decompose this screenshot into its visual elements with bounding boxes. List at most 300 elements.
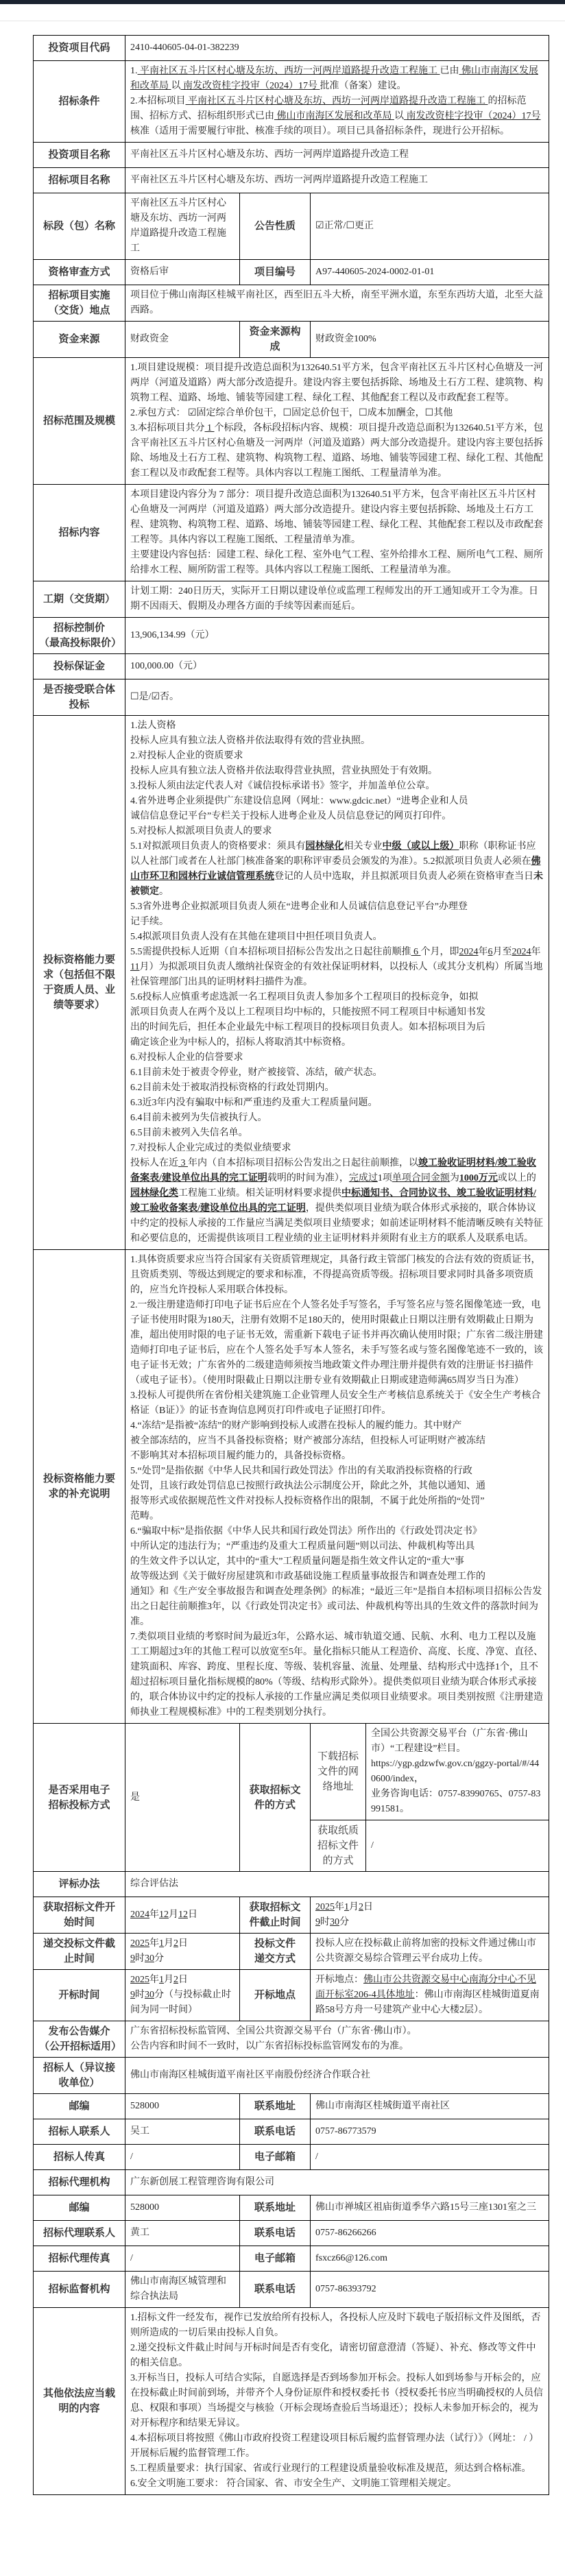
text-run: 6.1目前未处于被责令停业，财产被接管、冻结，破产状态。 [130, 1068, 383, 1078]
doc-obtain-start-value [125, 1897, 240, 1934]
text-paragraph [130, 734, 544, 749]
text-run: 全国公共资源交易平台（广东省·佛山市）“工程建设”栏目。 [371, 1729, 528, 1754]
submission-deadline-value [125, 1934, 240, 1970]
tenderer-postcode-label: 邮编 [34, 2094, 125, 2119]
text-paragraph [130, 794, 544, 809]
text-paragraph [130, 2371, 544, 2431]
text-run: 被全部冻结的，应当不具备投标资格；财产被部分冻结，但投标人可证明财产被冻结 [130, 1436, 485, 1446]
row-agency [34, 2170, 549, 2195]
text-run: 年 [478, 947, 488, 957]
tenderer-value: 佛山市南海区桂城街道平南社区平南股份经济合作联合社 [125, 2058, 549, 2094]
text-paragraph [130, 1066, 544, 1081]
notice-type-label: 公告性质 [240, 193, 311, 260]
doc-obtain-deadline-label: 获取招标文件截止时间 [240, 1897, 311, 1934]
text-run: 5.工程质量要求：执行国家、省或行业现行的工程建设质量验收标准及规范，须达到合格标准。 [130, 2464, 531, 2474]
text-run: 月 [169, 1910, 178, 1920]
obtain-method-label: 获取招标文件的方式 [240, 1724, 311, 1872]
text-run: 诚信信息登记平台”专栏关于投标人进粤企业及人员信息登记的网页打印件。 [130, 811, 452, 821]
text-paragraph [130, 2431, 544, 2461]
text-run: 7.对投标人企业完成过的类似业绩要求 [130, 1143, 291, 1153]
text-run: 1.具体资质要求应当符合国家有关资质管理规定，具备行政主管部门核发的合法有效的资质证书，且资质类别、等级达到规定的要求和标准，不得提高资质等级。招标项目要求同时具备多项资质的，应当允许投标人采用联合体投标。 [130, 1255, 541, 1295]
emphasized-text: 1 [159, 1975, 164, 1985]
text-run: 年 [335, 1902, 344, 1912]
text-run: 3.本招标项目共分 [130, 423, 205, 433]
bid-bond-label: 投标保证金 [34, 654, 125, 679]
emphasized-text: 2 [173, 1975, 178, 1985]
text-run: ：佛山市南海区桂城街道夏南路58号方舟一号建筑产业中心大楼2层）。 [315, 1990, 540, 2015]
row-supervisor [34, 2272, 549, 2308]
row-location [34, 285, 549, 322]
text-run: 5.3省外进粤企业拟派项目负责人须在“进粤企业和人员诚信信息登记平台”办理登 [130, 902, 468, 912]
emphasized-text: 12 [178, 1910, 188, 1920]
text-paragraph [130, 930, 544, 945]
tenderer-label: 招标人（异议接收单位） [34, 2058, 125, 2094]
row-submission [34, 1934, 549, 1970]
text-run: 中所认定的违法行为；“严重违约及重大工程质量问题”则以司法、仲裁机构等出具 [130, 1541, 475, 1552]
duration-value: 计划工期：240日历天，实际开工日期以建设单位或监理工程师发出的开工通知或开工令为准。日期不因雨天、假期及办理各方面的手续等因素而延后。 [125, 581, 549, 618]
emphasized-text: 平南社区五斗片区村心塘及东坊、西坊一河两岸道路提升改造工程施工 [137, 66, 440, 76]
text-paragraph [130, 1988, 235, 2018]
text-run: 时 [135, 1990, 145, 2000]
emphasized-text: 30 [330, 1917, 339, 1927]
row-tenderer-postcode [34, 2094, 549, 2119]
emphasized-text: 2025 [130, 1938, 149, 1949]
text-run: 5.对投标人拟派项目负责人的要求 [130, 826, 272, 836]
funding-source-value: 财政资金 [125, 322, 240, 358]
row-duration [34, 581, 549, 618]
row-tenderer [34, 2058, 549, 2094]
text-run: 年 [531, 947, 541, 957]
agency-fax-value: / [125, 2246, 240, 2272]
agency-email-value: fsxcz66@126.com [311, 2246, 549, 2272]
emphasized-text: 园林绿化 [305, 841, 344, 852]
tender-conditions-label: 招标条件 [34, 61, 125, 143]
emphasized-text: 南发改资桂字投审（2024）17号 [180, 81, 320, 91]
text-paragraph [130, 824, 544, 839]
text-run: 4.省外进粤企业须提供广东建设信息网（网址：www.gdcic.net）“进粤企业和人员 [130, 796, 468, 806]
text-paragraph [315, 1973, 544, 2018]
text-run: 投标人应具有独立法人资格并依法取得有效的营业执照。 [130, 736, 370, 746]
text-run: 2.递交投标文件截止时间与开标时间是否有变化，请密切留意澄清（答疑）、补充、修改等文件中的相关信息。 [130, 2343, 536, 2368]
text-run: 投标人在近 [130, 1158, 178, 1168]
row-bid-bond [34, 654, 549, 679]
text-paragraph [315, 1900, 544, 1915]
text-run: 开标地点： [315, 1975, 363, 1985]
text-run: 1项 [377, 1173, 392, 1183]
text-paragraph [130, 749, 544, 764]
text-run: 5.“处罚”是指依据《中华人民共和国行政处罚法》作出的有关取消投标资格的行政 [130, 1466, 472, 1476]
emphasized-text: 2024 [130, 1910, 149, 1920]
text-run: 分 [154, 1953, 164, 1964]
duration-label: 工期（交货期） [34, 581, 125, 618]
text-run: 不影响其对本招标项目履约能力的，具备投标资格。 [130, 1451, 351, 1461]
text-run: 。 [159, 887, 169, 897]
investment-project-name-value: 平南社区五斗片区村心塘及东坊、西坊一河两岸道路提升改造工程 [125, 143, 549, 168]
text-run: 2.本招标项目 [130, 96, 186, 106]
text-run: 6.5目前未被列入失信名单。 [130, 1128, 248, 1138]
text-run: 年 [149, 1910, 159, 1920]
doc-obtain-start-label: 获取招标文件开始时间 [34, 1897, 125, 1934]
text-run: 分（与投标截止时间为同一时间） [130, 1990, 231, 2015]
text-run: 日 [363, 1902, 373, 1912]
text-run: 6.2目前未处于被取消投标资格的行政处罚期内。 [130, 1083, 335, 1093]
row-agency-contact [34, 2221, 549, 2246]
text-paragraph [130, 1464, 544, 1479]
text-paragraph [130, 64, 544, 94]
text-run: 个月，即 [420, 947, 459, 957]
text-run: 职称（职称证书应以人社部门或者在人社部门核准备案的职称评审委员会颁发的为准）。5.2拟派项目负责人必须在 [130, 841, 536, 867]
text-run: 年内（自本招标项目招标公告发出之日起往前顺推，以 [188, 1158, 418, 1168]
text-paragraph [130, 421, 544, 481]
text-run: 月 [349, 1902, 359, 1912]
text-run: 2.承包方式： ☑固定综合单价包干，☐固定总价包干，☐成本加酬金，☐其他 [130, 408, 453, 418]
other-content-value [125, 2308, 549, 2495]
text-run: 处罚，且该行政处罚信息已按照行政执法公示制度公开，除此之外，其他以通知、通 [130, 1481, 485, 1491]
tenderer-phone-value: 0757-86773579 [311, 2119, 549, 2145]
text-run: 广东省招标投标监管网、全国公共资源交易平台（广东省·佛山市）。 [130, 2026, 417, 2036]
lot-name-label: 标段（包）名称 [34, 193, 125, 260]
text-run: 业务咨询电话：0757-83990765、0757-83991581。 [371, 1789, 541, 1814]
text-paragraph [130, 487, 544, 548]
text-run: 时 [135, 1953, 145, 1964]
tenderer-fax-label: 招标人传真 [34, 2145, 125, 2170]
text-run: 2.一级注册建造师打印电子证书后应在个人签名处手写签名，手写签名应与签名图像笔迹一致，电子证书使用时限为180天，注册有效期不足180天的，使用时限截止日期以注册有效期截止日期为准，超出使用时限的电子证书无效，需重新下载电子证书并再次确认使用时限；广东省二级注册建造师打印电子证书后，应在个人签名处手写本人签名，未手写签名或与签名图像笔迹不一致的，该电子证书无效；广东省外的二级建造师须按当地政策文件办理注册并提供有效的注册证书扫描件（或电子证书）。（使用时限截止日期以注册专业有效期截止日期或建造师满65周岁当日为准） [130, 1300, 543, 1386]
electronic-bidding-label: 是否采用电子 招标投标方式 [34, 1724, 125, 1872]
text-paragraph [130, 94, 544, 139]
evaluation-method-value: 综合评估法 [125, 1872, 549, 1897]
text-paragraph [130, 2024, 544, 2039]
text-run: 5.1对拟派项目负责人的资格要求：须具有 [130, 841, 306, 852]
text-run: 分 [339, 1917, 349, 1927]
tender-notice-table [33, 35, 549, 2495]
scope-label: 招标范围及规模 [34, 358, 125, 485]
funding-composition-label: 资金来源构成 [240, 322, 311, 358]
text-paragraph [130, 1156, 544, 1247]
text-run: 1.法人资格 [130, 721, 176, 731]
emphasized-text: 11 [130, 962, 140, 972]
emphasized-text: 9 [315, 1917, 320, 1927]
text-run: 投标人应具有独立法人资格并依法取得营业执照，营业执照处于有效期。 [130, 766, 437, 776]
emphasized-text: 2025 [130, 1975, 149, 1985]
tenderer-contact-label: 招标人联系人 [34, 2119, 125, 2145]
tenderer-email-label: 电子邮箱 [240, 2145, 311, 2170]
text-run: 批准（备案）建设。 [320, 81, 407, 91]
text-paragraph [130, 1081, 544, 1096]
text-run: 6.4目前未被列为失信被执行人。 [130, 1113, 267, 1123]
emphasized-text: 未被锁定 [130, 871, 543, 897]
tender-conditions-value [125, 61, 549, 143]
agency-phone-value: 0757-86266266 [311, 2221, 549, 2246]
row-tender-project-name [34, 168, 549, 193]
text-paragraph [130, 1434, 544, 1449]
text-paragraph [130, 2311, 544, 2341]
text-run: 月 [164, 1938, 173, 1949]
row-content [34, 485, 549, 581]
text-run: 登记的人员中选取，并且拟派项目负责人必须在资格审查当日 [274, 871, 533, 882]
row-electronic-bidding [34, 1724, 549, 1820]
emphasized-text: 佛山市南海区发展和改革局 [274, 111, 394, 121]
text-run: 故等级达到《关于做好房屋建筑和市政基础设施工程质量事故报告和调查处理工作的 [130, 1572, 485, 1582]
row-agency-postcode [34, 2195, 549, 2221]
text-paragraph [371, 1757, 544, 1787]
emphasized-text: 中标通知书、合同协议书、竣工验收证明材料/竣工验收备案表/建设单位出具的完工证明 [130, 1188, 536, 1214]
other-content-label: 其他依法应当载明的内容 [34, 2308, 125, 2495]
row-investment-project-name [34, 143, 549, 168]
qualification-supplement-value [125, 1250, 549, 1724]
text-paragraph [130, 1020, 544, 1035]
content-value [125, 485, 549, 581]
text-paragraph [130, 1907, 235, 1923]
project-number-label: 项目编号 [240, 260, 311, 285]
row-qualification-review [34, 260, 549, 285]
text-paragraph [130, 1035, 544, 1050]
emphasized-text: 1 [204, 423, 215, 433]
qualification-review-label: 资格审查方式 [34, 260, 125, 285]
text-run: 4.本招标项目将按照《佛山市政府投资工程建设项目标后履约监督管理办法（试行）》（网址： / ）开展标后履约监督管理工作。 [130, 2433, 539, 2459]
evaluation-method-label: 评标办法 [34, 1872, 125, 1897]
download-address-label: 下载招标文件的网络地址 [311, 1724, 366, 1820]
publication-media-label: 发布公告媒介 （公开招标适用） [34, 2021, 125, 2058]
text-paragraph [130, 1449, 544, 1464]
row-doc-obtain [34, 1897, 549, 1934]
text-paragraph [130, 1585, 544, 1630]
paper-documents-value: / [366, 1820, 549, 1872]
text-paragraph [130, 719, 544, 734]
text-run: 核准（适用于需要履行审批、核准手续的项目）。项目已具备招标条件，现进行公开招标。 [130, 126, 509, 136]
row-qualification-supplement [34, 1250, 549, 1724]
row-consortium [34, 679, 549, 716]
text-run: 6.对投标人企业的信誉要求 [130, 1052, 243, 1063]
emphasized-text: 佛山市公共资源交易中心南海分中心不见面开标室206-4 [315, 1975, 536, 2000]
qualification-supplement-label: 投标资格能力要求的补充说明 [34, 1250, 125, 1724]
text-paragraph [130, 809, 544, 824]
text-paragraph [371, 1787, 544, 1817]
text-run: 6.3近3年内没有骗取中标和严重违约及重大工程质量问题。 [130, 1098, 378, 1108]
row-qualification-requirements [34, 716, 549, 1250]
text-run: 3.开标当日，投标人可结合实际，自愿选择是否到场参加开标会。投标人如到场参与开标会的，应在投标截止时间前到场，并带齐个人身份证原件和授权委托书（授权委托书应当明确授权的人员信息、权限和事项）当场提交与核验（开标会现场查验后当场退还）；投标人未参加开标会的，视为对开标程序和结果无异议。 [130, 2373, 543, 2429]
text-paragraph [130, 361, 544, 406]
text-run: 1.招标文件一经发布，视作已发放给所有投标人，各投标人应及时下载电子版招标文件及图纸，否则所造成的一切后果由投标人自负。 [130, 2313, 541, 2338]
content-label: 招标内容 [34, 485, 125, 581]
text-run: 3.投标人须由法定代表人对《诚信投标承诺书》签字，并加盖单位公章。 [130, 781, 435, 791]
text-paragraph [130, 2341, 544, 2371]
emphasized-text: 2025 [315, 1902, 335, 1912]
row-investment-code [34, 36, 549, 61]
scope-value [125, 358, 549, 485]
control-price-label: 招标控制价 （最高投标限价） [34, 618, 125, 654]
text-paragraph [130, 1494, 544, 1509]
text-paragraph [130, 1388, 544, 1419]
text-paragraph [130, 1126, 544, 1141]
text-paragraph [130, 1951, 235, 1966]
text-run: 确定该企业为中标人的，招标人将取消其中标资格。 [130, 1037, 351, 1048]
text-paragraph [130, 990, 544, 1005]
emphasized-text: 9 [130, 1953, 135, 1964]
text-run: 日 [188, 1910, 197, 1920]
text-run: https://ygp.gdzwfw.gov.cn/ggzy-portal/#/440600/index， [371, 1759, 540, 1784]
text-paragraph [130, 1096, 544, 1111]
text-run: 已由 [440, 66, 459, 76]
text-run: 5.6投标人应慎重考虑选派一名工程项目负责人参加多个工程项目的投标竞争，如拟 [130, 992, 479, 1002]
text-run: 日 [178, 1975, 188, 1985]
agency-email-label: 电子邮箱 [240, 2246, 311, 2272]
page-content [0, 21, 565, 2516]
text-paragraph [130, 1554, 544, 1569]
text-paragraph [130, 548, 544, 578]
text-run: 6.安全文明施工要求： 符合国家、省、市安全生产、文明施工管理相关规定。 [130, 2479, 457, 2489]
emphasized-text: 2024 [459, 947, 479, 957]
tenderer-phone-label: 联系电话 [240, 2119, 311, 2145]
text-run: 记手续。 [130, 917, 169, 927]
text-run: 3.投标人可提供所在省份相关建筑施工企业管理人员安全生产考核信息系统关于《安全生产考核合格证（B证）》的证书查询信息网页打印件或电子证照打印件。 [130, 1391, 541, 1416]
agency-contact-value: 黄工 [125, 2221, 240, 2246]
publication-media-value [125, 2021, 549, 2058]
text-run: 1.项目建设规模：项目提升改造总面积为132640.51平方米，包含平南社区五斗片区村心鱼塘及一河两岸（河道及道路）两大部分改造提升。建设内容主要包括拆除、场地及土石方工程、建筑物、构筑物工程、道路、场地、铺装等园建工程、绿化工程、其他配套工程以及市政配套工程等。 [130, 363, 543, 403]
location-value: 项目位于佛山南海区桂城平南社区，西至旧五斗大桥，南至平洲水道，东至东西坊大道，北至大益西路。 [125, 285, 549, 322]
consortium-value: ☐是/☑否。 [125, 679, 549, 716]
text-paragraph [130, 1569, 544, 1585]
text-paragraph [130, 406, 544, 421]
opening-time-label: 开标时间 [34, 1970, 125, 2021]
emphasized-text: 2 [359, 1902, 363, 1912]
lot-name-value: 平南社区五斗片区村心塘及东坊、西坊一河两岸道路提升改造工程施工 [125, 193, 240, 260]
text-run: 报等形式或依据规范性文件对投标人投标资格作出的限制，不属于此处所指的“处罚” [130, 1496, 485, 1506]
emphasized-text: 3 [178, 1158, 188, 1168]
text-run: 1. [130, 66, 138, 76]
text-run: 月至 [492, 947, 512, 957]
opening-time-value [125, 1970, 240, 2021]
agency-contact-label: 招标代理联系人 [34, 2221, 125, 2246]
text-run: 公告内容和时间不一致时，以广东省招标投标监管网发布的为准。 [130, 2041, 409, 2051]
text-run: 以 [171, 81, 181, 91]
qualification-requirements-value [125, 716, 549, 1250]
opening-place-value [311, 1970, 549, 2021]
text-paragraph [130, 2461, 544, 2477]
text-run: 为 [449, 1173, 459, 1183]
funding-source-label: 资金来源 [34, 322, 125, 358]
text-paragraph [130, 839, 544, 900]
emphasized-text: 1 [344, 1902, 349, 1912]
qualification-review-value: 资格后审 [125, 260, 240, 285]
emphasized-text: 完成过 [348, 1173, 378, 1183]
text-run: 本项目建设内容分为 7 部分：项目提升改造总面积为132640.51平方米，包含平南社区五斗片区村心鱼塘及一河两岸（河道及道路）两大部分改造提升。建设内容主要包括拆除、场地及土石方工程、建筑物、构筑物工程、道路、场地、铺装等园建工程、绿化工程、其他配套工程以及市政配套工程等。具体内容以工程施工图纸、工程量清单为准。 [130, 490, 543, 545]
text-paragraph [130, 1509, 544, 1524]
text-paragraph [371, 1726, 544, 1757]
text-paragraph [130, 1005, 544, 1020]
row-scope [34, 358, 549, 485]
text-paragraph [130, 1936, 235, 1951]
investment-code-value: 2410-440605-04-01-382239 [125, 36, 549, 61]
text-run: 2.对投标人企业的资质要求 [130, 751, 243, 761]
text-run: 5.5需提供投标人近期（自本招标项目招标公告发出之日起往前顺推 [130, 947, 411, 957]
text-paragraph [130, 1141, 544, 1156]
tender-project-name-label: 招标项目名称 [34, 168, 125, 193]
bid-bond-value: 100,000.00（元） [125, 654, 549, 679]
emphasized-text: 1 [159, 1938, 164, 1949]
text-run: 载明的时间为准）， [267, 1173, 349, 1183]
emphasized-text: 平南社区五斗片区村心塘及东坊、西坊一河两岸道路提升改造工程施工 [185, 96, 488, 106]
emphasized-text: 6 [411, 947, 421, 957]
text-paragraph [130, 1050, 544, 1066]
text-run: 主要建设内容包括：园建工程、绿化工程、室外电气工程、室外给排水工程、厕所电气工程、厕所给排水工程、厕所防雷工程等。具体内容以工程施工图纸、工程量清单为准。 [130, 550, 543, 575]
investment-code-label: 投资项目代码 [34, 36, 125, 61]
emphasized-text: 12 [159, 1910, 169, 1920]
row-lot [34, 193, 549, 260]
text-run: 年 [149, 1975, 159, 1985]
emphasized-text: 佛山市环卫和园林行业诚信管理系统 [130, 856, 541, 882]
text-run: 相关专业 [344, 841, 383, 852]
emphasized-text: 南发改资桂字投审（2024）17号 [404, 111, 541, 121]
text-run: 或以上的 [497, 1173, 536, 1183]
tender-project-name-value: 平南社区五斗片区村心塘及东坊、西坊一河两岸道路提升改造工程施工 [125, 168, 549, 193]
paper-documents-label: 获取纸质招标文件的方式 [311, 1820, 366, 1872]
agency-value: 广东新创展工程管理咨询有限公司 [125, 2170, 549, 2195]
tenderer-address-value: 佛山市南海区桂城街道平南社区 [311, 2094, 549, 2119]
emphasized-text: 中级（或以上级） [382, 841, 459, 852]
investment-project-name-label: 投资项目名称 [34, 143, 125, 168]
tenderer-email-value: / [311, 2145, 549, 2170]
row-agency-fax [34, 2246, 549, 2272]
text-paragraph [130, 1973, 235, 1988]
row-funding [34, 322, 549, 358]
agency-postcode-label: 邮编 [34, 2195, 125, 2221]
text-paragraph [130, 1479, 544, 1494]
location-label: 招标项目实施 （交货）地点 [34, 285, 125, 322]
text-run: 派项目负责人在两个及以上工程项目均中标的，只能按照不同工程项目中标通知书发 [130, 1007, 485, 1018]
supervisor-phone-label: 联系电话 [240, 2272, 311, 2308]
project-number-value: A97-440605-2024-0002-01-01 [311, 260, 549, 285]
emphasized-text: 竣工验收证明材料/竣工验收备案表/建设单位出具的完工证明 [130, 1158, 536, 1183]
text-paragraph [315, 1915, 544, 1930]
control-price-value: 13,906,134.99（元） [125, 618, 549, 654]
emphasized-text: 6 [488, 947, 493, 957]
text-run: 出的时间先后，担任本企业最先中标工程项目的投标项目负责人。如本招标项目为后 [130, 1022, 485, 1033]
agency-fax-label: 招标代理传真 [34, 2246, 125, 2272]
emphasized-text: 园林绿化类 [130, 1188, 178, 1199]
row-control-price [34, 618, 549, 654]
tenderer-fax-value: / [125, 2145, 240, 2170]
emphasized-text: 2 [173, 1938, 178, 1949]
text-paragraph [130, 1539, 544, 1554]
tenderer-address-label: 联系地址 [240, 2094, 311, 2119]
notice-type-value: ☑正常/☐更正 [311, 193, 549, 260]
text-paragraph [130, 1298, 544, 1388]
agency-address-label: 联系地址 [240, 2195, 311, 2221]
text-run: 以 [394, 111, 404, 121]
text-paragraph [130, 1630, 544, 1720]
qualification-requirements-label: 投标资格能力要求（包括但不限于资质人员、业绩等要求） [34, 716, 125, 1250]
tenderer-postcode-value: 528000 [125, 2094, 240, 2119]
opening-place-label: 开标地点 [240, 1970, 311, 2021]
text-paragraph [130, 1419, 544, 1434]
text-paragraph [130, 945, 544, 990]
row-tenderer-fax [34, 2145, 549, 2170]
electronic-bidding-value: 是 [125, 1724, 240, 1872]
submission-method-label: 投标文件 递交方式 [240, 1934, 311, 1970]
agency-phone-label: 联系电话 [240, 2221, 311, 2246]
row-publication-media [34, 2021, 549, 2058]
agency-label: 招标代理机构 [34, 2170, 125, 2195]
submission-deadline-label: 递交投标文件截止时间 [34, 1934, 125, 1970]
text-run: 工程施工业绩。相关证明材料要求提供 [178, 1188, 341, 1199]
emphasized-text: 9 [130, 1990, 135, 2000]
text-run: 通知》和《生产安全事故报告和调查处理条例》的标准；“最近三年”是指自本招标项目招标公告发出之日起往前顺推3年，以《行政处罚决定书》或司法、仲裁机构等出具的生效文件的落款时间为准。 [130, 1587, 542, 1627]
text-run: 6.“骗取中标”是指依据《中华人民共和国行政处罚法》所作出的《行政处罚决定书》 [130, 1526, 482, 1537]
supervisor-phone-value: 0757-86393792 [311, 2272, 549, 2308]
submission-method-value: 投标人应在投标截止前将加密的投标文件通过佛山市公共资源交易综合管理云平台成功上传。 [311, 1934, 549, 1970]
supervisor-label: 招标监督机构 [34, 2272, 125, 2308]
doc-obtain-deadline-value [311, 1897, 549, 1934]
